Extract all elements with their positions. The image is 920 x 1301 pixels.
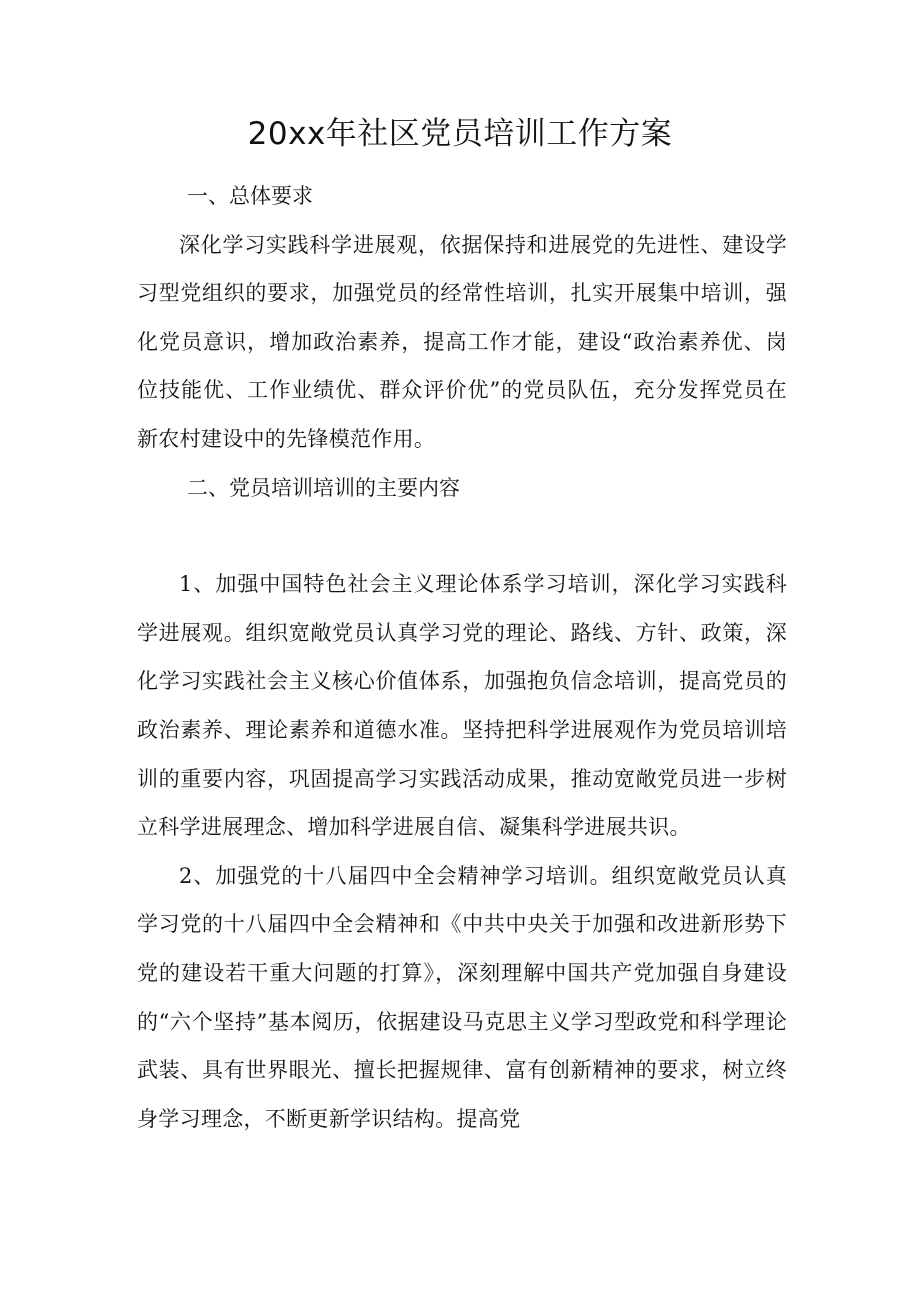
blank-line <box>137 512 787 560</box>
section-heading-general-requirements: 一、总体要求 <box>187 184 313 208</box>
document-title: 20xx年社区党员培训工作方案 <box>247 116 673 152</box>
paragraph-item-1: 1、加强中国特色社会主义理论体系学习培训，深化学习实践科学进展观。组织宽敞党员认真学习党的理论、路线、方针、政策，深化学习实践社会主义核心价值体系，加强抱负信念培训，提高党员的政治素养、理论素养和道德水准。坚持把科学进展观作为党员培训培训的重要内容，巩固提高学习实践活动成果，推动宽敞党员进一步树立科学进展理念、增加科学进展自信、凝集科学进展共识。 <box>137 572 787 840</box>
paragraph-item-2: 2、加强党的十八届四中全会精神学习培训。组织宽敞党员认真学习党的十八届四中全会精神和《中共中央关于加强和改进新形势下党的建设若干重大问题的打算》，深刻理解中国共产党加强自身建设的“六个坚持”基本阅历，依据建设马克思主义学习型政党和科学理论武装、具有世界眼光、擅长把握规律、富有创新精神的要求，树立终身学习理念，不断更新学识结构。提高党 <box>137 863 787 1131</box>
paragraph-general-requirements: 深化学习实践科学进展观，依据保持和进展党的先进性、建设学习型党组织的要求，加强党员的经常性培训，扎实开展集中培训，强化党员意识，增加政治素养，提高工作才能，建设“政治素养优、岗位技能优、工作业绩优、群众评价优”的党员队伍，充分发挥党员在新农村建设中的先锋模范作用。 <box>137 232 787 451</box>
document-body <box>137 172 787 1143</box>
section-heading-main-content: 二、党员培训培训的主要内容 <box>187 475 460 500</box>
